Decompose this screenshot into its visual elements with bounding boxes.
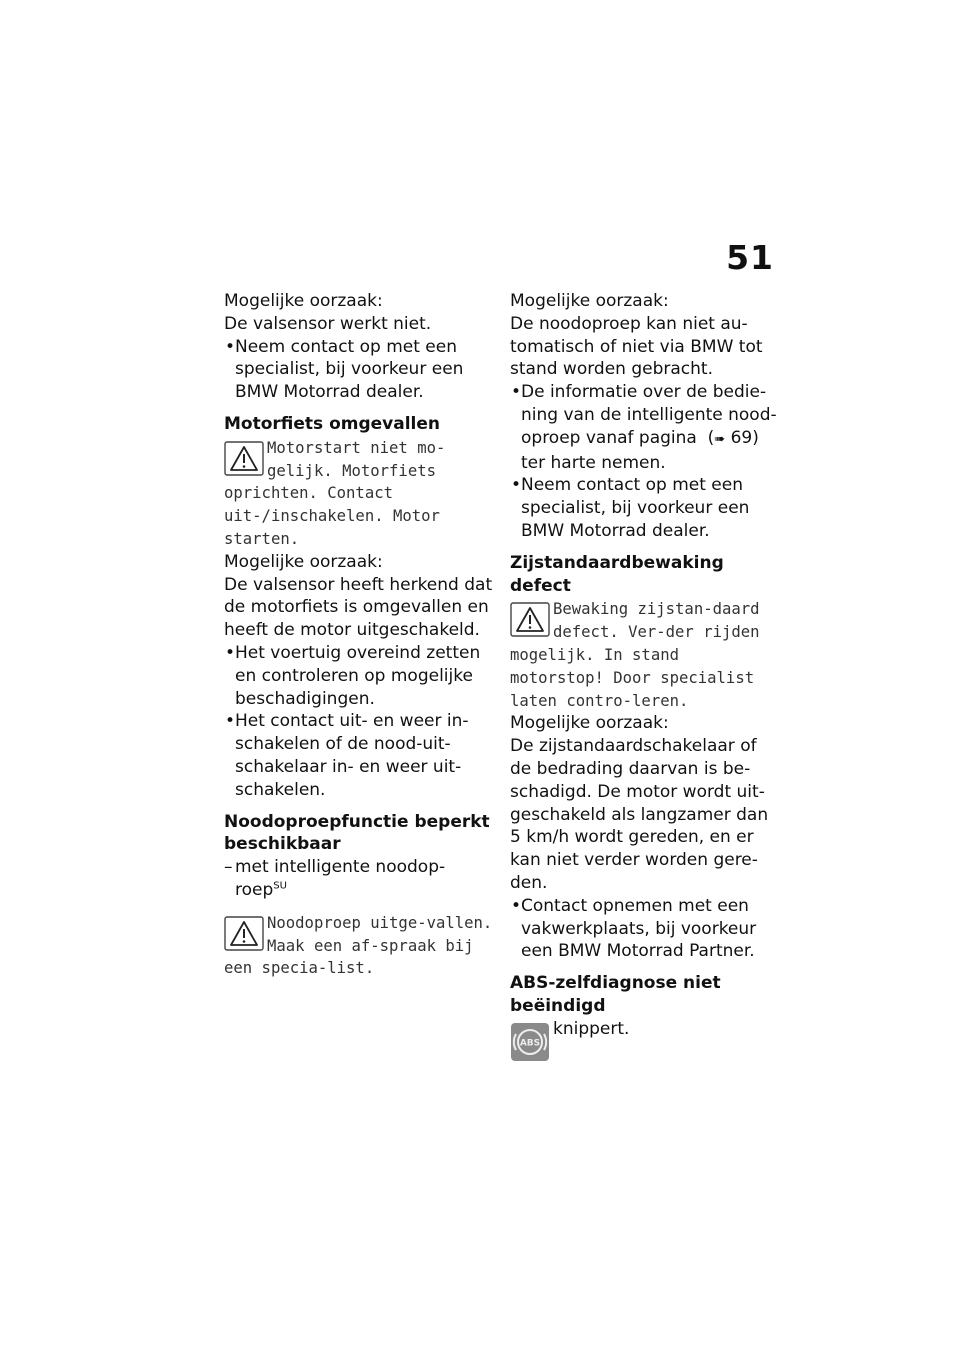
bullet-icon: •: [511, 382, 522, 403]
section-heading: ABS-zelfdiagnose niet beëindigd: [510, 973, 721, 1016]
right-column: [510, 290, 782, 1062]
list-item: • De informatie over de bedie-ning van de intelligente nood-oproep vanaf pagina (➠ 69) ter harte nemen.: [511, 382, 777, 473]
bullet-icon: •: [511, 475, 522, 496]
warning-triangle-icon: [510, 602, 550, 637]
warning-triangle-icon: [224, 916, 264, 951]
cause-label: Mogelijke oorzaak:: [224, 551, 383, 572]
bullet-icon: •: [225, 711, 236, 732]
abs-warning-light-icon: [510, 1022, 550, 1062]
cause-text: De valsensor werkt niet.: [224, 313, 432, 334]
abs-status-text: knippert.: [553, 1018, 630, 1039]
warning-message: Motorstart niet mo-gelijk. Motorfiets oprichten. Contact uit-/inschakelen. Motor starten.: [224, 438, 446, 548]
cause-label: Mogelijke oorzaak:: [510, 713, 669, 734]
bullet-icon: •: [511, 895, 522, 916]
page-reference-arrow-icon: ➠: [714, 431, 726, 447]
list-item: • Contact opnemen met een vakwerkplaats, bij voorkeur een BMW Motorrad Partner.: [511, 895, 757, 962]
list-item: • Het contact uit- en weer in-schakelen of de nood-uit-schakelaar in- en weer uit-schakelen.: [225, 711, 469, 800]
cause-label: Mogelijke oorzaak:: [510, 291, 669, 311]
bullet-icon: •: [225, 642, 236, 663]
abs-indicator-row: [510, 1018, 782, 1049]
cause-text: De valsensor heeft herkend dat de motorfiets is omgevallen en heeft de motor uitgeschakeld.: [224, 574, 493, 641]
list-item: • Neem contact op met een specialist, bij voorkeur een BMW Motorrad dealer.: [511, 475, 750, 541]
cause-text: De zijstandaardschakelaar of de bedrading daarvan is be-schadigd. De motor wordt uit-geschakeld als langzamer dan 5 km/h wordt gereden, en er kan niet verder worden gere-den.: [510, 736, 769, 893]
footnote-marker: SU: [273, 880, 287, 892]
bullet-icon: •: [225, 336, 236, 357]
list-item: • Neem contact op met een specialist, bij voorkeur een BMW Motorrad dealer.: [225, 336, 464, 403]
warning-message: Noodoproep uitge-vallen. Maak een af-spraak bij een specia-list.: [224, 913, 493, 978]
cause-label: Mogelijke oorzaak:: [224, 291, 383, 311]
warning-triangle-icon: [224, 441, 264, 476]
section-heading: Motorfiets omgevallen: [224, 413, 441, 434]
cause-text: De noodoproep kan niet au-tomatisch of niet via BMW tot stand worden gebracht.: [510, 313, 763, 380]
page-number: 51: [726, 238, 774, 277]
svg-text:ABS: ABS: [519, 1038, 541, 1049]
section-heading: Zijstandaardbewaking defect: [510, 552, 724, 596]
dash-icon: –: [224, 857, 233, 878]
page-reference[interactable]: 69): [730, 427, 759, 448]
warning-message: Bewaking zijstan-daard defect. Ver-der rijden mogelijk. In stand motorstop! Door specialist laten contro-leren.: [510, 600, 760, 710]
list-item: – met intelligente noodop-roep$^{SU}$: [224, 857, 446, 900]
section-heading: Noodoproepfunctie beperkt beschikbaar: [224, 811, 490, 855]
left-column: [224, 290, 494, 980]
list-item: • Het voertuig overeind zetten en controleren op mogelijke beschadigingen.: [225, 642, 481, 709]
